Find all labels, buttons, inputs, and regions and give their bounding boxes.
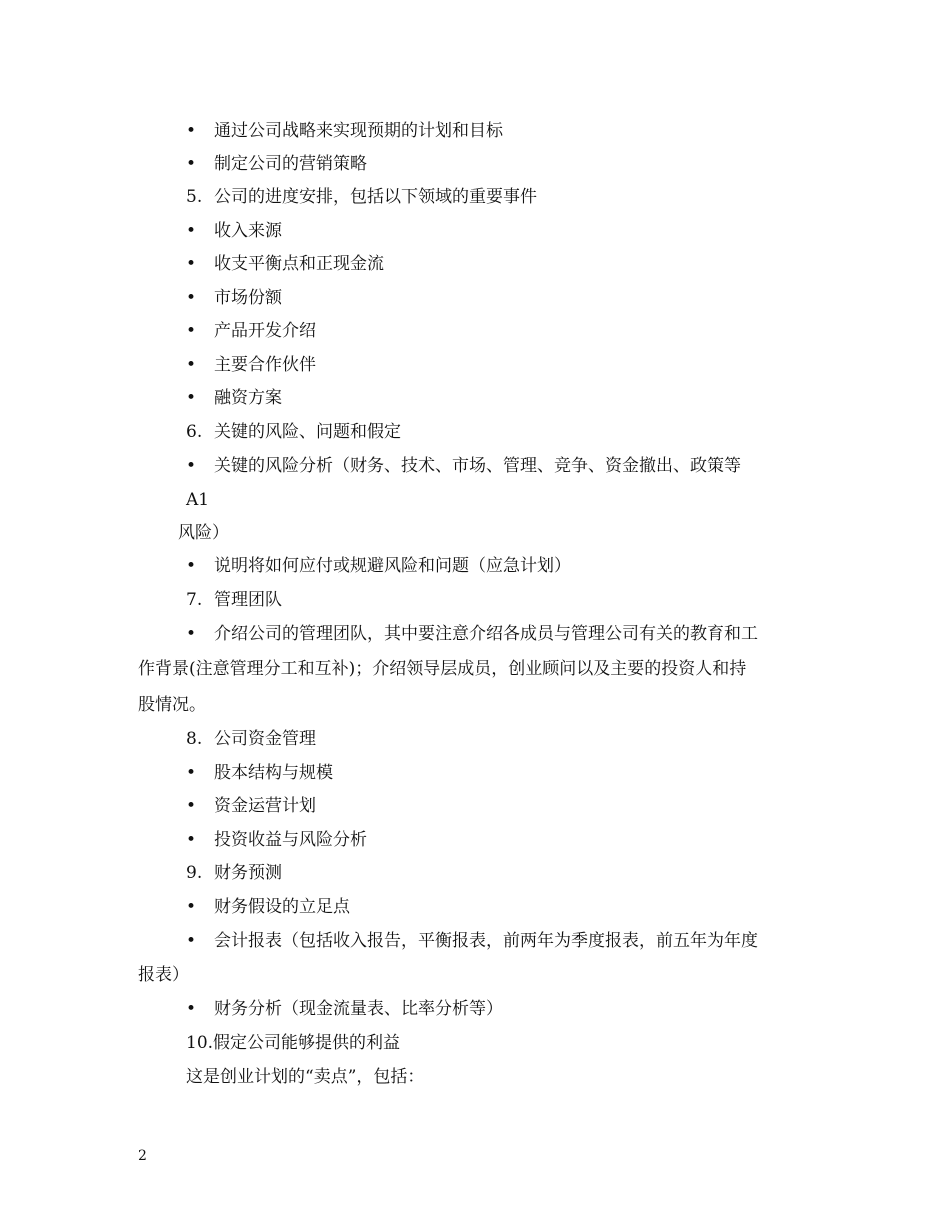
number-label: 9. [186, 863, 203, 883]
bullet-text: 财务分析（现金流量表、比率分析等） [214, 999, 503, 1019]
continuation-text: 股情况。 [138, 695, 206, 715]
numbered-heading [186, 863, 282, 883]
continuation-text: 作背景(注意管理分工和互补)；介绍领导层成员，创业顾问以及主要的投资人和持 [138, 659, 747, 679]
bullet-text: 融资方案 [214, 388, 282, 408]
page-number: 2 [138, 1148, 147, 1164]
heading-text: 财务预测 [214, 863, 282, 883]
bullet-text: 主要合作伙伴 [214, 355, 316, 375]
bullet-marker: • [186, 254, 197, 274]
number-label: 8. [186, 729, 203, 749]
bullet-marker: • [186, 121, 197, 141]
number-label: 10. [186, 1033, 214, 1053]
bullet-text: 产品开发介绍 [214, 321, 316, 341]
bullet-marker: • [186, 456, 197, 476]
numbered-heading [186, 422, 401, 442]
bullet-text: 关键的风险分析（财务、技术、市场、管理、竞争、资金撤出、政策等 [214, 456, 741, 476]
bullet-marker: • [186, 897, 197, 917]
heading-text: 管理团队 [214, 590, 282, 610]
bullet-text: 通过公司战略来实现预期的计划和目标 [214, 121, 503, 141]
bullet-text: 收支平衡点和正现金流 [214, 254, 384, 274]
bullet-item [186, 897, 350, 917]
bullet-text: 市场份额 [214, 288, 282, 308]
bullet-item [186, 624, 758, 644]
bullet-text: 资金运营计划 [214, 796, 316, 816]
heading-text: 假定公司能够提供的利益 [213, 1033, 401, 1053]
number-label: 5. [186, 187, 203, 207]
bullet-marker: • [186, 830, 197, 850]
bullet-marker: • [186, 931, 197, 951]
bullet-marker: • [186, 556, 197, 576]
bullet-marker: • [186, 388, 197, 408]
bullet-text: 介绍公司的管理团队，其中要注意介绍各成员与管理公司有关的教育和工 [214, 624, 758, 644]
bullet-item [186, 830, 367, 850]
bullet-text: 会计报表（包括收入报告，平衡报表，前两年为季度报表，前五年为年度 [214, 931, 758, 951]
bullet-item [186, 355, 316, 375]
bullet-marker: • [186, 288, 197, 308]
bullet-text: 收入来源 [214, 221, 282, 241]
bullet-text: 股本结构与规模 [214, 763, 333, 783]
continuation-text: 报表） [138, 965, 189, 985]
heading-text: 公司资金管理 [214, 729, 316, 749]
bullet-item [186, 121, 503, 141]
bullet-item [186, 154, 367, 174]
bullet-marker: • [186, 763, 197, 783]
bullet-item [186, 321, 316, 341]
bullet-marker: • [186, 624, 197, 644]
bullet-text: 制定公司的营销策略 [214, 154, 367, 174]
number-label: 6. [186, 422, 203, 442]
stray-label-a1: A1 [186, 490, 210, 510]
bullet-item [186, 556, 571, 576]
bullet-text: 财务假设的立足点 [214, 897, 350, 917]
numbered-heading [186, 729, 316, 749]
bullet-text: 说明将如何应付或规避风险和问题（应急计划） [214, 556, 571, 576]
bullet-item [186, 931, 758, 951]
bullet-marker: • [186, 154, 197, 174]
bullet-marker: • [186, 221, 197, 241]
bullet-item [186, 288, 282, 308]
bullet-item [186, 221, 282, 241]
continuation-text: 风险） [178, 523, 229, 543]
bullet-item [186, 796, 316, 816]
numbered-heading [186, 590, 282, 610]
bullet-item [186, 456, 741, 476]
heading-text: 公司的进度安排，包括以下领域的重要事件 [214, 187, 537, 207]
numbered-heading [186, 1033, 400, 1053]
bullet-item [186, 999, 503, 1019]
paragraph-text: 这是创业计划的“卖点”，包括： [186, 1067, 425, 1087]
heading-text: 关键的风险、问题和假定 [214, 422, 401, 442]
bullet-marker: • [186, 321, 197, 341]
bullet-text: 投资收益与风险分析 [214, 830, 367, 850]
bullet-item [186, 388, 282, 408]
bullet-item [186, 763, 333, 783]
bullet-marker: • [186, 999, 197, 1019]
bullet-marker: • [186, 796, 197, 816]
number-label: 7. [186, 590, 203, 610]
bullet-item [186, 254, 384, 274]
bullet-marker: • [186, 355, 197, 375]
numbered-heading [186, 187, 537, 207]
